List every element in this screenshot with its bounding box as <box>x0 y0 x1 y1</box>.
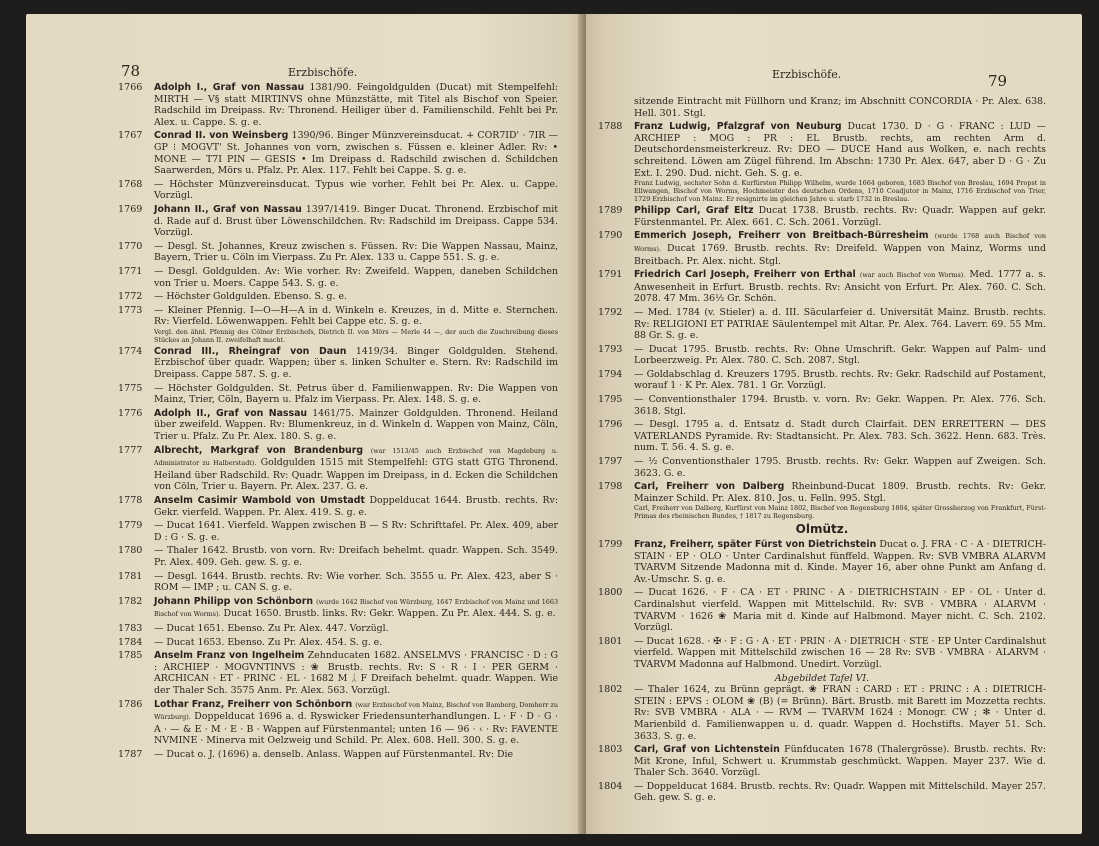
catalog-entry <box>118 346 558 381</box>
entry-number: 1774 <box>118 345 143 357</box>
entry-description: 1390/96. Binger Münzvereinsducat. + COR7ID' · 7IR — GP ⁝ MOGVT' St. Johannes von vorn, zwischen s. Füssen e. kleiner Adler. Rv: • MONE — T7I PIN — GESIS • Im Dreipass d. Radschild zwischen d. Schildchen Saarwerden, Mörs u. Pfalz. Pr. Alex. 117. Fehlt bei Cappe. S. g. e. <box>154 130 559 177</box>
entry-number: 1791 <box>598 269 623 281</box>
catalog-entry <box>598 781 1046 804</box>
entry-footnote: Franz Ludwig, sechster Sohn d. Kurfürsten Philipp Wilhelm, wurde 1664 geboren, 1683 Bischof von Breslau, 1694 Propst in Ellwangen, Bischof von Worms, Hochmeister des deutschen Ordens, 1710 Coadjutor in Mainz, 1716 Erzbischof von Trier, 1729 Erzbischof von Mainz. Er resignirte im gleichen Jahre u. starb 1732 in Breslau. <box>634 179 1046 204</box>
ruler-remark: (war auch Bischof von Worms). <box>859 271 966 280</box>
entry-number: 1777 <box>118 444 143 456</box>
catalog-entry <box>598 481 1046 520</box>
right-entries <box>598 96 1046 806</box>
entry-description: Ducat 1769. Brustb. rechts. Rv: Dreifeld. Wappen von Mainz, Worms und Breitbach. Pr. Alex. nicht. Stgl. <box>634 242 1046 267</box>
right-page <box>586 14 1082 834</box>
entry-number: 1804 <box>598 780 623 792</box>
catalog-entry <box>118 495 558 518</box>
entry-description: — Doppelducat 1684. Brustb. rechts. Rv: Quadr. Wappen mit Mittelschild. Mayer 257. Geh. gew. S. g. e. <box>634 780 1046 804</box>
entry-number: 1779 <box>118 520 143 532</box>
entry-number: 1771 <box>118 265 143 277</box>
entry-number: 1781 <box>118 570 143 582</box>
entry-description: — Höchster Goldgulden. St. Petrus über d. Familienwappen. Rv: Die Wappen von Mainz, Trier, Cöln, Bayern u. Pfalz im Vierpass. Pr. Alex. 148. S. g. e. <box>154 382 558 406</box>
catalog-entry <box>118 291 558 303</box>
catalog-entry <box>598 269 1046 305</box>
catalog-entry <box>598 673 1046 685</box>
entry-number: 1796 <box>598 419 623 431</box>
entry-description: — Desgl. 1644. Brustb. rechts. Rv: Wie vorher. Sch. 3555 u. Pr. Alex. 423, aber S · ROM — IMP ; u. CAN S. g. e. <box>154 570 558 594</box>
entry-description: — Ducat 1641. Vierfeld. Wappen zwischen B — S Rv: Schrifttafel. Pr. Alex. 409, aber D : G · S. g. e. <box>154 520 558 543</box>
catalog-entry <box>118 637 558 649</box>
entry-description: Ducat 1650. Brustb. links. Rv: Gekr. Wappen. Zu Pr. Alex. 444. S. g. e. <box>223 608 556 620</box>
entry-number: 1775 <box>118 382 143 394</box>
catalog-entry <box>118 241 558 264</box>
entry-description: Ducat 1738. Brustb. rechts. Rv: Quadr. Wappen auf gekr. Fürstenmantel. Pr. Alex. 661. C. Sch. 2061. Vorzügl. <box>634 205 1047 228</box>
entry-number: 1780 <box>118 545 143 557</box>
entry-description: — Ducat o. J. (1696) a. denselb. Anlass. Wappen auf Fürstenmantel. Rv: Die <box>154 748 514 760</box>
running-head-left: Erzbischöfe. <box>288 66 358 79</box>
entry-footnote: Carl, Freiherr von Dalberg, Kurfürst von Mainz 1802, Bischof von Regensburg 1804, später Grossherzog von Frankfurt, Fürst-Primas des rheinischen Bundes, † 1817 zu Regensburg. <box>634 504 1046 521</box>
catalog-entry <box>118 305 558 344</box>
ruler-name: Lothar Franz, Freiherr von Schönborn <box>154 698 353 710</box>
entry-description: Med. 1777 a. s. Anwesenheit in Erfurt. Brustb. rechts. Rv: Ansicht von Erfurt. Pr. Alex. 760. C. Sch. 2078. 47 Mm. 36½ Gr. Schön. <box>634 269 1046 305</box>
catalog-entry <box>118 82 558 128</box>
entry-number: 1782 <box>118 595 143 607</box>
catalog-entry <box>598 394 1046 417</box>
ruler-name: Adolph I., Graf von Nassau <box>154 82 305 93</box>
entry-description: — Thaler 1642. Brustb. von vorn. Rv: Dreifach behelmt. quadr. Wappen. Sch. 3549. Pr. Alex. 409. Geh. gew. S. g. e. <box>154 545 558 568</box>
running-head-right: Erzbischöfe. <box>772 68 842 81</box>
ruler-remark: (war 1513/45 auch Erzbischof von Magdeburg u. Administrator zu Halberstadt). <box>154 446 558 468</box>
catalog-entry <box>118 383 558 406</box>
entry-number: 1792 <box>598 306 623 318</box>
catalog-entry <box>118 204 558 239</box>
ruler-name: Carl, Graf von Lichtenstein <box>634 744 780 756</box>
entry-number: 1783 <box>118 622 143 634</box>
ruler-remark: (wurde 1768 auch Bischof von Worms). <box>634 232 1046 253</box>
catalog-entry <box>118 699 558 747</box>
entry-number: 1800 <box>598 587 623 599</box>
entry-description: — Conventionsthaler 1794. Brustb. v. vorn. Rv: Gekr. Wappen. Pr. Alex. 776. Sch. 3618. Stgl. <box>634 394 1046 417</box>
entry-number: 1787 <box>118 748 143 760</box>
catalog-entry <box>598 205 1046 228</box>
entry-number: 1801 <box>598 635 623 647</box>
entry-description: — Kleiner Pfennig. I—O—H—A in d. Winkeln e. Kreuzes, in d. Mitte e. Sternchen. Rv: Vierfeld. Löwenwappen. Fehlt bei Cappe etc. S. g. e. <box>154 304 558 328</box>
ruler-name: Adolph II., Graf von Nassau <box>154 407 308 419</box>
entry-number: 1794 <box>598 368 623 380</box>
entry-number: 1769 <box>118 203 143 215</box>
entry-number: 1803 <box>598 744 623 756</box>
entry-description: Zehnducaten 1682. ANSELMVS · FRANCISC · D : G : ARCHIEP · MOGVNTINVS : ❀ Brustb. rechts. Rv: S · R · I · PER GERM · ARCHICAN · ET · PRINC · EL · 1682 M ᛸ F Dreifach behelmt. quadr. Wappen. Wie der Thaler Sch. 3575 Anm. Pr. Alex. 563. Vorzügl. <box>154 650 558 696</box>
plate-caption: Abgebildet Tafel VI. <box>774 672 870 684</box>
ruler-name: Anselm Franz von Ingelheim <box>154 650 305 662</box>
entry-description: — Höchster Münzvereinsducat. Typus wie vorher. Fehlt bei Pr. Alex. u. Cappe. Vorzügl. <box>154 178 558 202</box>
entry-description: Fünfducaten 1678 (Thalergrösse). Brustb. rechts. Rv: Mit Krone, Inful, Schwert u. Krummstab geschmückt. Wappen. Mayer 237. Wie d. Thaler Sch. 3640. Vorzügl. <box>634 744 1046 779</box>
entry-description: 1397/1419. Binger Ducat. Thronend. Erzbischof mit d. Rade auf d. Brust über Löwenschildchen. Rv: Radschild im Dreipass. Cappe 534. Vorzügl. <box>154 203 558 239</box>
entry-number: 1767 <box>118 130 143 142</box>
catalog-entry <box>598 744 1046 779</box>
entry-description: — Thaler 1624, zu Brünn geprägt. ❀ FRAN : CARD : ET : PRINC : A : DIETRICH-STEIN : EPVS : OLOM ❀ (B) (= Brünn). Bärt. Brustb. mit Barett im Mozzetta rechts. Rv: SVB VMBRA · ALA · — RVM — TVARVM 1624 : Monogr. CW ; ✻ · Unter d. Marienbild d. Familienwappen u. d. quadr. Wappen d. Hochstifts. Mayer 51. Sch. 3633. S. g. e. <box>634 684 1046 742</box>
entry-description: 1461/75. Mainzer Goldgulden. Thronend. Heiland über zweifeld. Wappen. Rv: Blumenkreuz, in d. Winkeln d. Wappen von Mainz, Cöln, Trier u. Pfalz. Zu Pr. Alex. 180. S. g. e. <box>154 407 558 443</box>
entry-number: 1772 <box>118 291 143 303</box>
catalog-entry <box>118 571 558 594</box>
catalog-entry <box>118 545 558 568</box>
ruler-remark: (war Erzbischof von Mainz, Bischof von Bamberg, Domherr zu Würzburg). <box>154 700 558 722</box>
entry-description: — Med. 1784 (v. Stieler) a. d. III. Säcularfeier d. Universität Mainz. Brustb. rechts. Rv: RELIGIONI ET PATRIAE Säulentempel mit Altar. Pr. Alex. 764. Laverr. 69. 55 Mm. 88 Gr. S. g. e. <box>634 306 1046 342</box>
entry-description: 1381/90. Feingoldgulden (Ducat) mit Stempelfehl: MIRTH — V§ statt MIRTINVS ohne Münzstätte, mit Titel als Bischof von Speier. Radschild im Dreipass. Rv: Thronend. Heiliger über d. Familienschild. Fehlt bei Pr. Alex. u. Cappe. S. g. e. <box>154 82 558 128</box>
entry-number: 1795 <box>598 394 623 406</box>
ruler-name: Anselm Casimir Wambold von Umstadt <box>154 495 365 506</box>
entry-number: 1798 <box>598 481 623 493</box>
entry-footnote: Vergl. den ähnl. Pfennig des Cölner Erzbischofs, Dietrich II. von Mörs — Merle 44 —, der auch die Zuschreibung dieses Stückes an Johann II. zweifelhaft macht. <box>154 327 558 344</box>
entry-description: — Ducat 1795. Brustb. rechts. Rv: Ohne Umschrift. Gekr. Wappen auf Palm- und Lorbeerzweig. Pr. Alex. 780. C. Sch. 2087. Stgl. <box>634 343 1046 367</box>
entry-number: 1784 <box>118 636 143 648</box>
entry-description: Rheinbund-Ducat 1809. Brustb. rechts. Rv: Gekr. Mainzer Schild. Pr. Alex. 810. Jos. u. Felln. 995. Stgl. <box>634 481 1046 504</box>
ruler-name: Johann Philipp von Schönborn <box>154 595 313 607</box>
entry-number: 1770 <box>118 240 143 252</box>
catalog-entry <box>118 749 558 761</box>
entry-number: 1778 <box>118 495 143 506</box>
entry-description: Ducat o. J. FRA · C · A · DIETRICH-STAIN · EP · OLO · Unter Cardinalshut fünffeld. Wappen. Rv: SVB VMBRA ALARVM TVARVM Sitzende Madonna mit d. Kinde. Mayer 16, aber ohne Punkt am Anfang d. Av.-Umschr. S. g. e. <box>634 539 1046 585</box>
catalog-entry <box>598 587 1046 633</box>
entry-description: — Desgl. 1795 a. d. Entsatz d. Stadt durch Clairfait. DEN ERRETTERN — DES VATERLANDS Pyramide. Rv: Stadtansicht. Pr. Alex. 783. Sch. 3622. Henn. 683. Très. num. T. 56. 4. S. g. e. <box>634 419 1046 454</box>
entry-number: 1799 <box>598 539 623 550</box>
ruler-name: Emmerich Joseph, Freiherr von Breitbach-Bürresheim <box>634 230 929 242</box>
catalog-entry <box>598 369 1046 392</box>
catalog-entry <box>598 230 1046 267</box>
ruler-name: Franz, Freiherr, später Fürst von Dietrichstein <box>634 539 877 550</box>
catalog-entry <box>598 96 1046 119</box>
left-entries <box>118 82 558 762</box>
entry-description: 1419/34. Binger Goldgulden. Stehend. Erzbischof über quadr. Wappen; über s. linken Schulter e. Stern. Rv: Radschild im Dreipass. Cappe 587. S. g. e. <box>154 345 558 381</box>
section-title: Olmütz. <box>795 522 849 537</box>
ruler-name: Johann II., Graf von Nassau <box>154 203 302 215</box>
catalog-entry <box>118 408 558 443</box>
entry-number: 1786 <box>118 698 143 710</box>
catalog-entry <box>598 636 1046 671</box>
entry-description: sitzende Eintracht mit Füllhorn und Kranz; im Abschnitt CONCORDIA · Pr. Alex. 638. Hell. 301. Stgl. <box>634 96 1046 119</box>
catalog-entry <box>118 520 558 543</box>
catalog-entry <box>598 307 1046 342</box>
entry-description: — Goldabschlag d. Kreuzers 1795. Brustb. rechts. Rv: Gekr. Radschild auf Postament, worauf 1 · K Pr. Alex. 781. 1 Gr. Vorzügl. <box>634 368 1046 392</box>
entry-number: 1789 <box>598 205 623 217</box>
entry-description: — Ducat 1651. Ebenso. Zu Pr. Alex. 447. Vorzügl. <box>154 622 389 634</box>
catalog-entry <box>598 684 1046 742</box>
catalog-entry <box>598 121 1046 203</box>
catalog-entry <box>118 130 558 176</box>
entry-number: 1768 <box>118 178 143 190</box>
catalog-entry <box>118 650 558 696</box>
ruler-name: Conrad II. von Weinsberg <box>154 130 289 142</box>
entry-number: 1793 <box>598 343 623 355</box>
entry-description: Doppelducat 1644. Brustb. rechts. Rv: Gekr. vierfeld. Wappen. Pr. Alex. 419. S. g. e. <box>154 495 558 518</box>
catalog-entry <box>118 179 558 202</box>
ruler-name: Philipp Carl, Graf Eltz <box>634 205 754 217</box>
entry-description: Goldgulden 1515 mit Stempelfehl: GTG statt GTG Thronend. Heiland über Radschild. Rv: Quadr. Wappen im Dreipass, in d. Ecken die Schildchen von Cöln, Trier u. Bayern. Pr. Alex. 237. G. e. <box>154 457 558 493</box>
entry-number: 1790 <box>598 230 623 242</box>
entry-number: 1766 <box>118 82 143 93</box>
catalog-entry <box>118 596 558 621</box>
entry-description: — ½ Conventionsthaler 1795. Brustb. rechts. Rv: Gekr. Wappen auf Zweigen. Sch. 3623. G. e. <box>634 456 1046 479</box>
entry-number: 1785 <box>118 650 143 662</box>
entry-description: Doppelducat 1696 a. d. Ryswicker Friedensunterhandlungen. L · F · D · G · A · — & E · M · E · B · Wappen auf Fürstenmantel; unten 16 — 96 · ‹ · Rv: FAVENTE NVMINE · Minerva mit Oelzweig und Schild. Pr. Alex. 608. Hell. 300. S. g. e. <box>154 711 558 747</box>
entry-description: — Ducat 1653. Ebenso. Zu Pr. Alex. 454. S. g. e. <box>154 636 383 648</box>
entry-number: 1797 <box>598 456 623 468</box>
entry-description: Ducat 1730. D · G · FRANC : LUD — ARCHIEP : MOG : PR : EL Brustb. rechts, am rechten Arm d. Deutschordensmeisterkreuz. Rv: DEO — DUCE Hand aus Wolken, e. nach rechts schreitend. Löwen am Zügel führend. Im Abschn: 1730 Pr. Alex. 647, aber D · G · Zu Ext. I. 290. Dud. nicht. Geh. S. g. e. <box>634 121 1046 179</box>
ruler-name: Conrad III., Rheingraf von Daun <box>154 345 347 357</box>
catalog-entry <box>598 344 1046 367</box>
ruler-name: Carl, Freiherr von Dalberg <box>634 481 785 493</box>
catalog-entry <box>598 419 1046 454</box>
entry-description: — Desgl. St. Johannes, Kreuz zwischen s. Füssen. Rv: Die Wappen Nassau, Mainz, Bayern, Trier u. Cöln im Vierpass. Zu Pr. Alex. 133 u. Cappe 551. S. g. e. <box>154 240 558 264</box>
ruler-name: Friedrich Carl Joseph, Freiherr von Erthal <box>634 269 856 281</box>
page-number-right: 79 <box>988 72 1008 90</box>
entry-number: 1802 <box>598 684 623 696</box>
entry-description: — Höchster Goldgulden. Ebenso. S. g. e. <box>154 291 347 303</box>
catalog-entry <box>598 539 1046 585</box>
entry-number: 1773 <box>118 304 143 316</box>
catalog-entry <box>598 456 1046 479</box>
page-number-left: 78 <box>121 62 141 80</box>
ruler-name: Albrecht, Markgraf von Brandenburg <box>154 444 364 456</box>
entry-description: — Ducat 1626. · F · CA · ET · PRINC · A · DIETRICHSTAIN · EP · OL · Unter d. Cardinalshut vierfeld. Wappen mit Mittelschild. Rv: SVB · VMBRA · ALARVM · TVARVM · 1626 ❀ Maria mit d. Kinde auf Halbmond. Mayer nicht. C. Sch. 2102. Vorzügl. <box>634 587 1046 634</box>
catalog-entry <box>118 266 558 289</box>
catalog-entry <box>118 623 558 635</box>
entry-number: 1788 <box>598 121 623 133</box>
catalog-entry <box>118 445 558 493</box>
ruler-remark: (wurde 1642 Bischof von Würzburg, 1647 Erzbischof von Mainz und 1663 Bischof von Worms). <box>154 597 559 619</box>
left-page <box>26 14 584 834</box>
entry-number: 1776 <box>118 407 143 419</box>
entry-description: — Ducat 1628. · ✠ · F : G · A · ET · PRIN · A · DIETRICH · STE · EP Unter Cardinalshut vierfeld. Wappen mit Mittelschild zwischen 16 — 28 Rv: SVB · VMBRA · ALARVM · TVARVM Madonna auf Halbmond. Unedirt. Vorzügl. <box>634 635 1046 670</box>
entry-description: — Desgl. Goldgulden. Av: Wie vorher. Rv: Zweifeld. Wappen, daneben Schildchen von Trier u. Moers. Cappe 543. S. g. e. <box>154 265 558 289</box>
ruler-name: Franz Ludwig, Pfalzgraf von Neuburg <box>634 121 842 133</box>
